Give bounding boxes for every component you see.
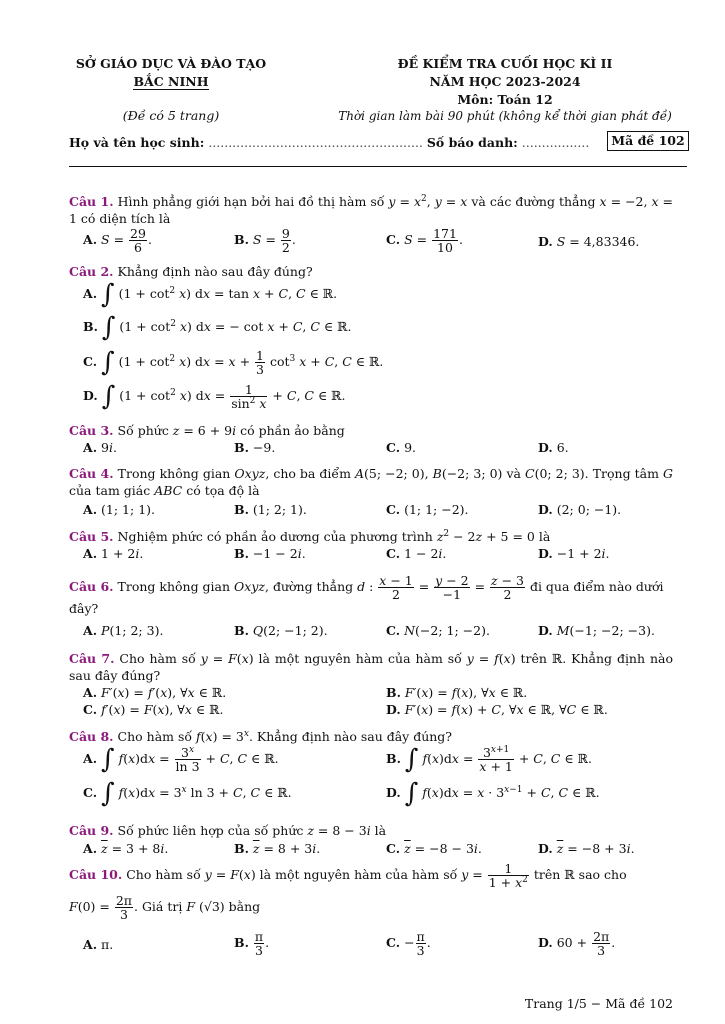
option-letter: C.	[386, 232, 401, 247]
option-letter: A.	[83, 502, 98, 517]
question-text: Nghiệm phức có phần ảo dương của phương trình $z^2 - 2z + 5 = 0$ là	[117, 528, 551, 544]
option-letter: D.	[538, 841, 553, 856]
option-letter: A.	[83, 286, 98, 301]
exam-code-box: Mã đề 102	[607, 131, 689, 151]
student-info-line	[69, 135, 589, 151]
option-c[interactable]: C. N(−2; 1; −2).	[386, 623, 490, 638]
question-text: Số phức liên hợp của số phức z = 8 − 3i là	[117, 823, 387, 838]
option-b[interactable]: B. $\overline{z} = 8 + 3i$.	[234, 841, 321, 856]
option-letter: D.	[83, 388, 98, 403]
option-a[interactable]: A. 1 + 2i.	[83, 546, 144, 561]
option-d[interactable]: D. ∫ $(1 + \cot^2 x)$ dx = $\frac{1}{\sin^2 x}$ + C, C ∈ ℝ.	[83, 381, 346, 412]
option-b[interactable]: B. $\frac{\pi}{3}$ .	[234, 929, 270, 958]
option-letter: A.	[83, 937, 98, 952]
option-letter: C.	[386, 502, 401, 517]
option-c[interactable]: C. 9.	[386, 440, 416, 455]
option-letter: D.	[538, 935, 553, 950]
options-row	[69, 840, 673, 860]
question-text: Số phức z = 6 + 9i có phần ảo bằng	[117, 423, 345, 438]
question-8	[69, 728, 673, 809]
option-a[interactable]: A. (1; 1; 1).	[83, 502, 155, 517]
question-label: Câu 9.	[69, 823, 114, 838]
option-d[interactable]: D. F′(x) = f(x) + C, ∀x ∈ ℝ, ∀C ∈ ℝ.	[386, 702, 608, 717]
option-letter: D.	[538, 502, 553, 517]
option-letter: C.	[386, 623, 401, 638]
option-d[interactable]: D. −1 + 2i.	[538, 546, 610, 561]
question-6	[69, 572, 673, 638]
option-a[interactable]: A. P(1; 2; 3).	[83, 623, 164, 638]
question-label: Câu 5.	[69, 529, 114, 544]
option-letter: B.	[386, 685, 401, 700]
options-row	[69, 622, 673, 642]
question-5	[69, 528, 673, 561]
subject: Môn: Toán 12	[457, 92, 553, 107]
option-c[interactable]: C. − $\frac{\pi}{3}$ .	[386, 929, 431, 958]
question-text: Trong không gian Oxyz, cho ba điểm A(5; −2; 0), B(−2; 3; 0) và C(0; 2; 3). Trọng tâm G của tam giác ABC có tọa độ là	[69, 466, 673, 498]
option-letter: B.	[234, 841, 249, 856]
option-a[interactable]: A. S = $\frac{29}{6}$ .	[83, 226, 152, 255]
option-c[interactable]: C. f′(x) = F(x), ∀x ∈ ℝ.	[83, 702, 224, 717]
option-d[interactable]: D. M(−1; −2; −3).	[538, 623, 655, 638]
question-7	[69, 650, 673, 717]
time-note: Thời gian làm bài 90 phút (không kể thời gian phát đề)	[338, 109, 672, 123]
option-c[interactable]: C. ∫ $f(x)dx = 3^x$ ln 3 + C, C ∈ ℝ.	[83, 778, 292, 809]
option-a[interactable]: A. ∫ f(x)dx = $\frac{3^x}{\ln 3}$ + C, C ∈ ℝ.	[83, 744, 279, 775]
department-province	[60, 74, 282, 90]
student-name-label: Họ và tên học sinh:	[69, 135, 205, 150]
option-b[interactable]: B. F′(x) = f(x), ∀x ∈ ℝ.	[386, 685, 528, 700]
question-4	[69, 465, 673, 517]
option-a[interactable]: A. $\overline{z} = 3 + 8i$.	[83, 841, 169, 856]
option-letter: B.	[83, 319, 98, 334]
option-c[interactable]: C. ∫ $(1 + \cot^2 x)$ dx = x + $\frac{1}{3}$ $\cot^3 x + C$, C ∈ ℝ.	[83, 347, 384, 378]
header-divider	[69, 166, 687, 167]
options-row	[69, 930, 673, 960]
question-10	[69, 860, 673, 958]
option-letter: B.	[234, 440, 249, 455]
question-label: Câu 1.	[69, 194, 114, 209]
options-row	[69, 227, 673, 257]
option-letter: C.	[386, 841, 401, 856]
option-letter: B.	[234, 232, 249, 247]
question-label: Câu 7.	[69, 651, 115, 666]
option-letter: C.	[83, 785, 98, 800]
option-letter: B.	[234, 546, 249, 561]
option-b[interactable]: B. ∫ $(1 + \cot^2 x)$ dx = − cot x + C, C ∈ ℝ.	[83, 312, 352, 343]
option-letter: D.	[538, 546, 553, 561]
options-row	[69, 684, 673, 701]
question-text: Câu 10. Cho hàm số y = F(x) là một nguyên hàm của hàm số y = $\frac{1}{1 + x^2}$ trên ℝ sao cho	[69, 861, 627, 890]
option-a[interactable]: A. F′(x) = f′(x), ∀x ∈ ℝ.	[83, 685, 227, 700]
exam-title: ĐỀ KIỂM TRA CUỐI HỌC KÌ II	[397, 56, 613, 71]
options-row	[69, 701, 673, 718]
department-name: SỞ GIÁO DỤC VÀ ĐÀO TẠO	[75, 56, 267, 71]
school-year: NĂM HỌC 2023-2024	[429, 74, 581, 89]
question-label: Câu 8.	[69, 729, 114, 744]
option-letter: A.	[83, 546, 98, 561]
question-label: Câu 2.	[69, 264, 114, 279]
option-a[interactable]: A. π.	[83, 937, 114, 952]
question-text: Hình phẳng giới hạn bởi hai đồ thị hàm số $y = x^2$, y = x và các đường thẳng x = −2, x = 1 có diện tích là	[69, 193, 674, 226]
option-b[interactable]: B. −1 − 2i.	[234, 546, 306, 561]
option-b[interactable]: B. Q(2; −1; 2).	[234, 623, 328, 638]
question-1	[69, 193, 674, 255]
question-text-cont: F(0) = $\frac{2\pi}{3}$ . Giá trị F (√3) bằng	[69, 893, 261, 922]
question-label: Câu 3.	[69, 423, 114, 438]
option-d[interactable]: D. (2; 0; −1).	[538, 502, 622, 517]
option-letter: B.	[386, 751, 401, 766]
option-letter: A.	[83, 751, 98, 766]
option-letter: A.	[83, 440, 98, 455]
options-row	[69, 501, 673, 521]
question-9	[69, 822, 673, 856]
question-text: Khẳng định nào sau đây đúng?	[117, 264, 313, 279]
option-b[interactable]: B. (1; 2; 1).	[234, 502, 307, 517]
option-letter: C.	[386, 935, 401, 950]
option-letter: C.	[386, 546, 401, 561]
department-province-text: BẮC NINH	[133, 74, 209, 89]
question-text-cont: đây?	[69, 601, 99, 616]
question-2	[69, 263, 673, 412]
option-letter: A.	[83, 685, 98, 700]
question-text: Câu 6. Trong không gian Oxyz, đường thẳng d : $\frac{x - 1}{2}$ = $\frac{y - 2}{-1}$ = $\frac{z - 3}{2}$ đi qua điểm nào dưới	[69, 573, 664, 602]
question-label: Câu 4.	[69, 466, 114, 481]
student-name-dots: ......................................................	[208, 135, 423, 150]
option-c[interactable]: C. $\overline{z} = -8 - 3i$.	[386, 841, 482, 856]
option-letter: D.	[538, 234, 553, 249]
option-letter: B.	[234, 502, 249, 517]
option-d[interactable]: D. ∫ $f(x)dx = x \cdot 3^{x-1} + C$, C ∈ ℝ.	[386, 778, 600, 809]
question-text: Cho hàm số $f(x) = 3^x$. Khẳng định nào sau đây đúng?	[117, 728, 453, 744]
question-label: Câu 6.	[69, 579, 114, 594]
option-letter: A.	[83, 232, 98, 247]
page-footer: Trang 1/5 − Mã đề 102	[524, 996, 673, 1011]
question-text: Cho hàm số y = F(x) là một nguyên hàm của hàm số y = f(x) trên ℝ. Khẳng định nào sau đây đúng?	[69, 651, 673, 683]
option-letter: A.	[83, 841, 98, 856]
option-a[interactable]: A. ∫ $(1 + \cot^2 x)$ dx = tan x + C, C ∈ ℝ.	[83, 279, 338, 310]
student-id-dots: .................	[521, 135, 590, 150]
option-c[interactable]: C. (1; 1; −2).	[386, 502, 469, 517]
option-letter: B.	[234, 935, 249, 950]
options-row	[69, 778, 673, 810]
question-label: Câu 10.	[69, 867, 123, 882]
option-d[interactable]: D. 60 + $\frac{2\pi}{3}$ .	[538, 929, 616, 958]
option-d[interactable]: D. S = 4,83346.	[538, 234, 640, 249]
option-letter: B.	[234, 623, 249, 638]
option-letter: C.	[83, 354, 98, 369]
option-a[interactable]: A. 9i.	[83, 440, 117, 455]
option-letter: D.	[538, 623, 553, 638]
options-row	[69, 439, 673, 459]
option-letter: C.	[83, 702, 98, 717]
option-c[interactable]: C. 1 − 2i.	[386, 546, 447, 561]
option-d[interactable]: D. 6.	[538, 440, 569, 455]
option-letter: A.	[83, 623, 98, 638]
option-letter: C.	[386, 440, 401, 455]
option-b[interactable]: B. −9.	[234, 440, 276, 455]
page-count-note: (Đề có 5 trang)	[122, 108, 220, 123]
options-row	[69, 746, 673, 778]
option-d[interactable]: D. $\overline{z} = -8 + 3i$.	[538, 841, 635, 856]
option-b[interactable]: B. S = $\frac{9}{2}$ .	[234, 226, 296, 255]
option-c[interactable]: C. S = $\frac{171}{10}$ .	[386, 226, 463, 255]
question-3	[69, 422, 673, 455]
option-letter: D.	[386, 702, 401, 717]
options-row	[69, 545, 673, 565]
option-letter: D.	[386, 785, 401, 800]
option-b[interactable]: B. ∫ f(x)dx = $\frac{3^{x+1}}{x + 1}$ + C, C ∈ ℝ.	[386, 744, 592, 775]
student-id-label: Số báo danh:	[426, 135, 518, 150]
option-letter: D.	[538, 440, 553, 455]
